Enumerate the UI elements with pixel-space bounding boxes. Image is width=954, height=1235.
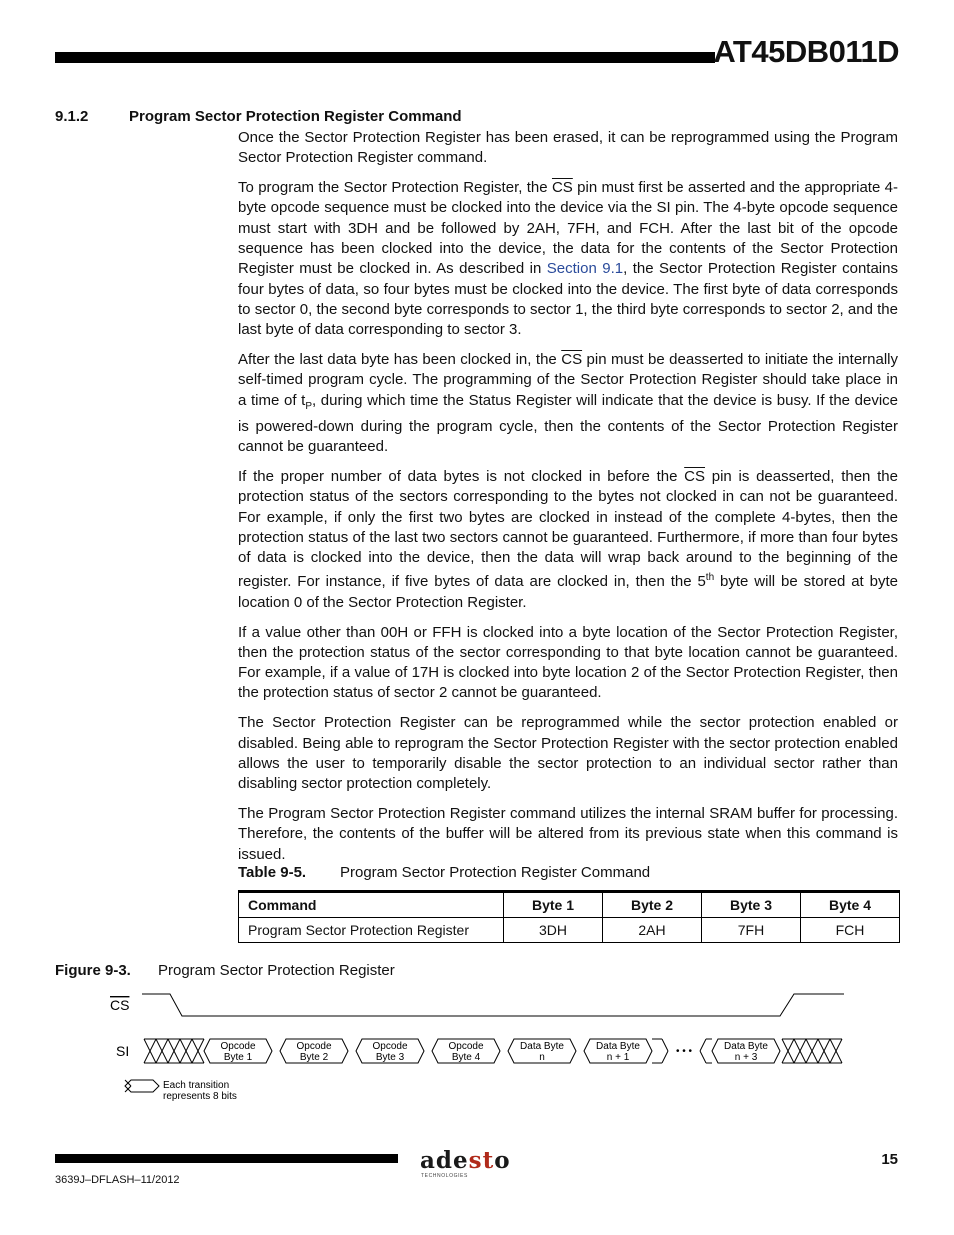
cs-signal: $\overline{CS}$ [684,467,706,485]
si-waveform [144,1039,842,1063]
paragraph: If a value other than 00H or FFH is clocked into a byte location of the Sector Protection Register, then the protection status of the sector corresponding to that byte location cannot be guaranteed. For example, if a value of 17H is clocked into byte location 2 of the Sector Protection Register, then the protection status of sector 2 cannot be guaranteed. [238,623,898,702]
timing-diagram [100,988,860,1108]
table-header: Command [239,892,504,918]
segment-label: Opcode [372,1041,408,1052]
segment-label: Byte 1 [223,1052,253,1063]
table-cell: Program Sector Protection Register [239,918,504,943]
table-cell: 7FH [702,918,801,943]
ellipsis: • • • [676,1046,693,1057]
segment-label: Opcode [296,1041,332,1052]
legend-text: represents 8 bits [163,1091,237,1102]
adesto-logo: adesto [420,1147,511,1174]
cs-signal: $\overline{CS}$ [551,179,573,197]
segment-label: Byte 4 [451,1052,481,1063]
header-rule [55,52,715,63]
logo-subtitle: TECHNOLOGIES [421,1173,468,1179]
segment-label: Opcode [448,1041,484,1052]
paragraph: The Sector Protection Register can be reprogrammed while the sector protection enabled or disabled. Being able to reprogram the Sector Protection Register with the sector protection enabled allows the user to temporarily disable the sector protection to an individual sector rather than disabling sector protection completely. [238,714,898,793]
segment-label: Data Byte [520,1041,564,1052]
si-label: SI [116,1043,130,1059]
cs-waveform [142,994,844,1016]
table-header-row [239,892,900,918]
page-number: 15 [881,1151,898,1168]
table-header: Byte 1 [504,892,603,918]
paragraph: Once the Sector Protection Register has been erased, it can be reprogrammed using the Program Sector Protection Register command. [238,129,898,167]
segment-label: Data Byte [596,1041,640,1052]
document-title: AT45DB011D [713,34,899,69]
section-number: 9.1.2 [55,108,89,125]
transition-legend-icon [125,1080,159,1092]
paragraph: After the last data byte has been clocked in, the $\overline{CS}$ pin must be deasserted to initiate the internally self-timed program cycle. The programming of the Sector Protection Register should take place in a time of $t_P$, during which time the Status Register will indicate that the device is busy. If the device is powered-down during the program cycle, then the contents of the Sector Protection Register cannot be guaranteed. [238,350,899,456]
legend-text: Each transition [163,1080,230,1091]
segment-label: Data Byte [724,1041,768,1052]
table-cell: FCH [801,918,900,943]
table-row [239,918,900,943]
segment-label: n + 1 [606,1052,630,1063]
cs-label: CS [110,997,130,1013]
section-link[interactable]: Section 9.1 [546,260,624,278]
table-cell: 3DH [504,918,603,943]
paragraph: The Program Sector Protection Register command utilizes the internal SRAM buffer for processing. Therefore, the contents of the buffer will be altered from its previous state when this command is issued. [238,804,898,863]
paragraph: To program the Sector Protection Register, the $\overline{CS}$ pin must first be asserted and the appropriate 4-byte opcode sequence must be clocked into the device via the SI pin. The 4-byte opcode sequence must start with 3DH and be followed by 2AH, 7FH, and FCH. After the last bit of the opcode sequence has been clocked into the device, the data for the contents of the Sector Protection Register must be clocked in. As described in Section 9.1, the Sector Protection Register contains four bytes of data, so four bytes must be clocked into the device. The first byte of data corresponds to sector 0, the second byte corresponds to sector 1, the third byte corresponds to sector 2, and the last byte of data corresponding to sector 3. [238,179,899,339]
table-header: Byte 3 [702,892,801,918]
paragraph: If the proper number of data bytes is not clocked in before the $\overline{CS}$ pin is deasserted, then the protection status of the sectors corresponding to the bytes not clocked in can not be guaranteed. For example, if only the first two bytes are clocked in instead of the complete 4-bytes, then the protection status of the last two sectors cannot be guaranteed. Furthermore, if more than four bytes of data is clocked into the device, then the data will wrap back around to the beginning of the register. For instance, if five bytes of data are clocked in, then the 5th byte will be stored at byte location 0 of the Sector Protection Register. [238,467,898,611]
table-header: Byte 2 [603,892,702,918]
body-text [238,128,898,874]
cs-signal: $\overline{CS}$ [561,350,583,368]
table-caption: Table 9-5. Program Sector Protection Register Command [238,864,651,881]
footer-rule [55,1154,398,1163]
command-table [238,890,900,943]
table-header: Byte 4 [801,892,900,918]
segment-label: n [539,1052,545,1063]
table-cell: 2AH [603,918,702,943]
segment-label: n + 3 [734,1052,758,1063]
figure-caption: Figure 9-3. Program Sector Protection Register [55,962,395,979]
document-id: 3639J–DFLASH–11/2012 [55,1174,180,1186]
segment-label: Opcode [220,1041,256,1052]
section-title: Program Sector Protection Register Command [129,108,462,125]
segment-label: Byte 2 [299,1052,329,1063]
segment-label: Byte 3 [375,1052,405,1063]
